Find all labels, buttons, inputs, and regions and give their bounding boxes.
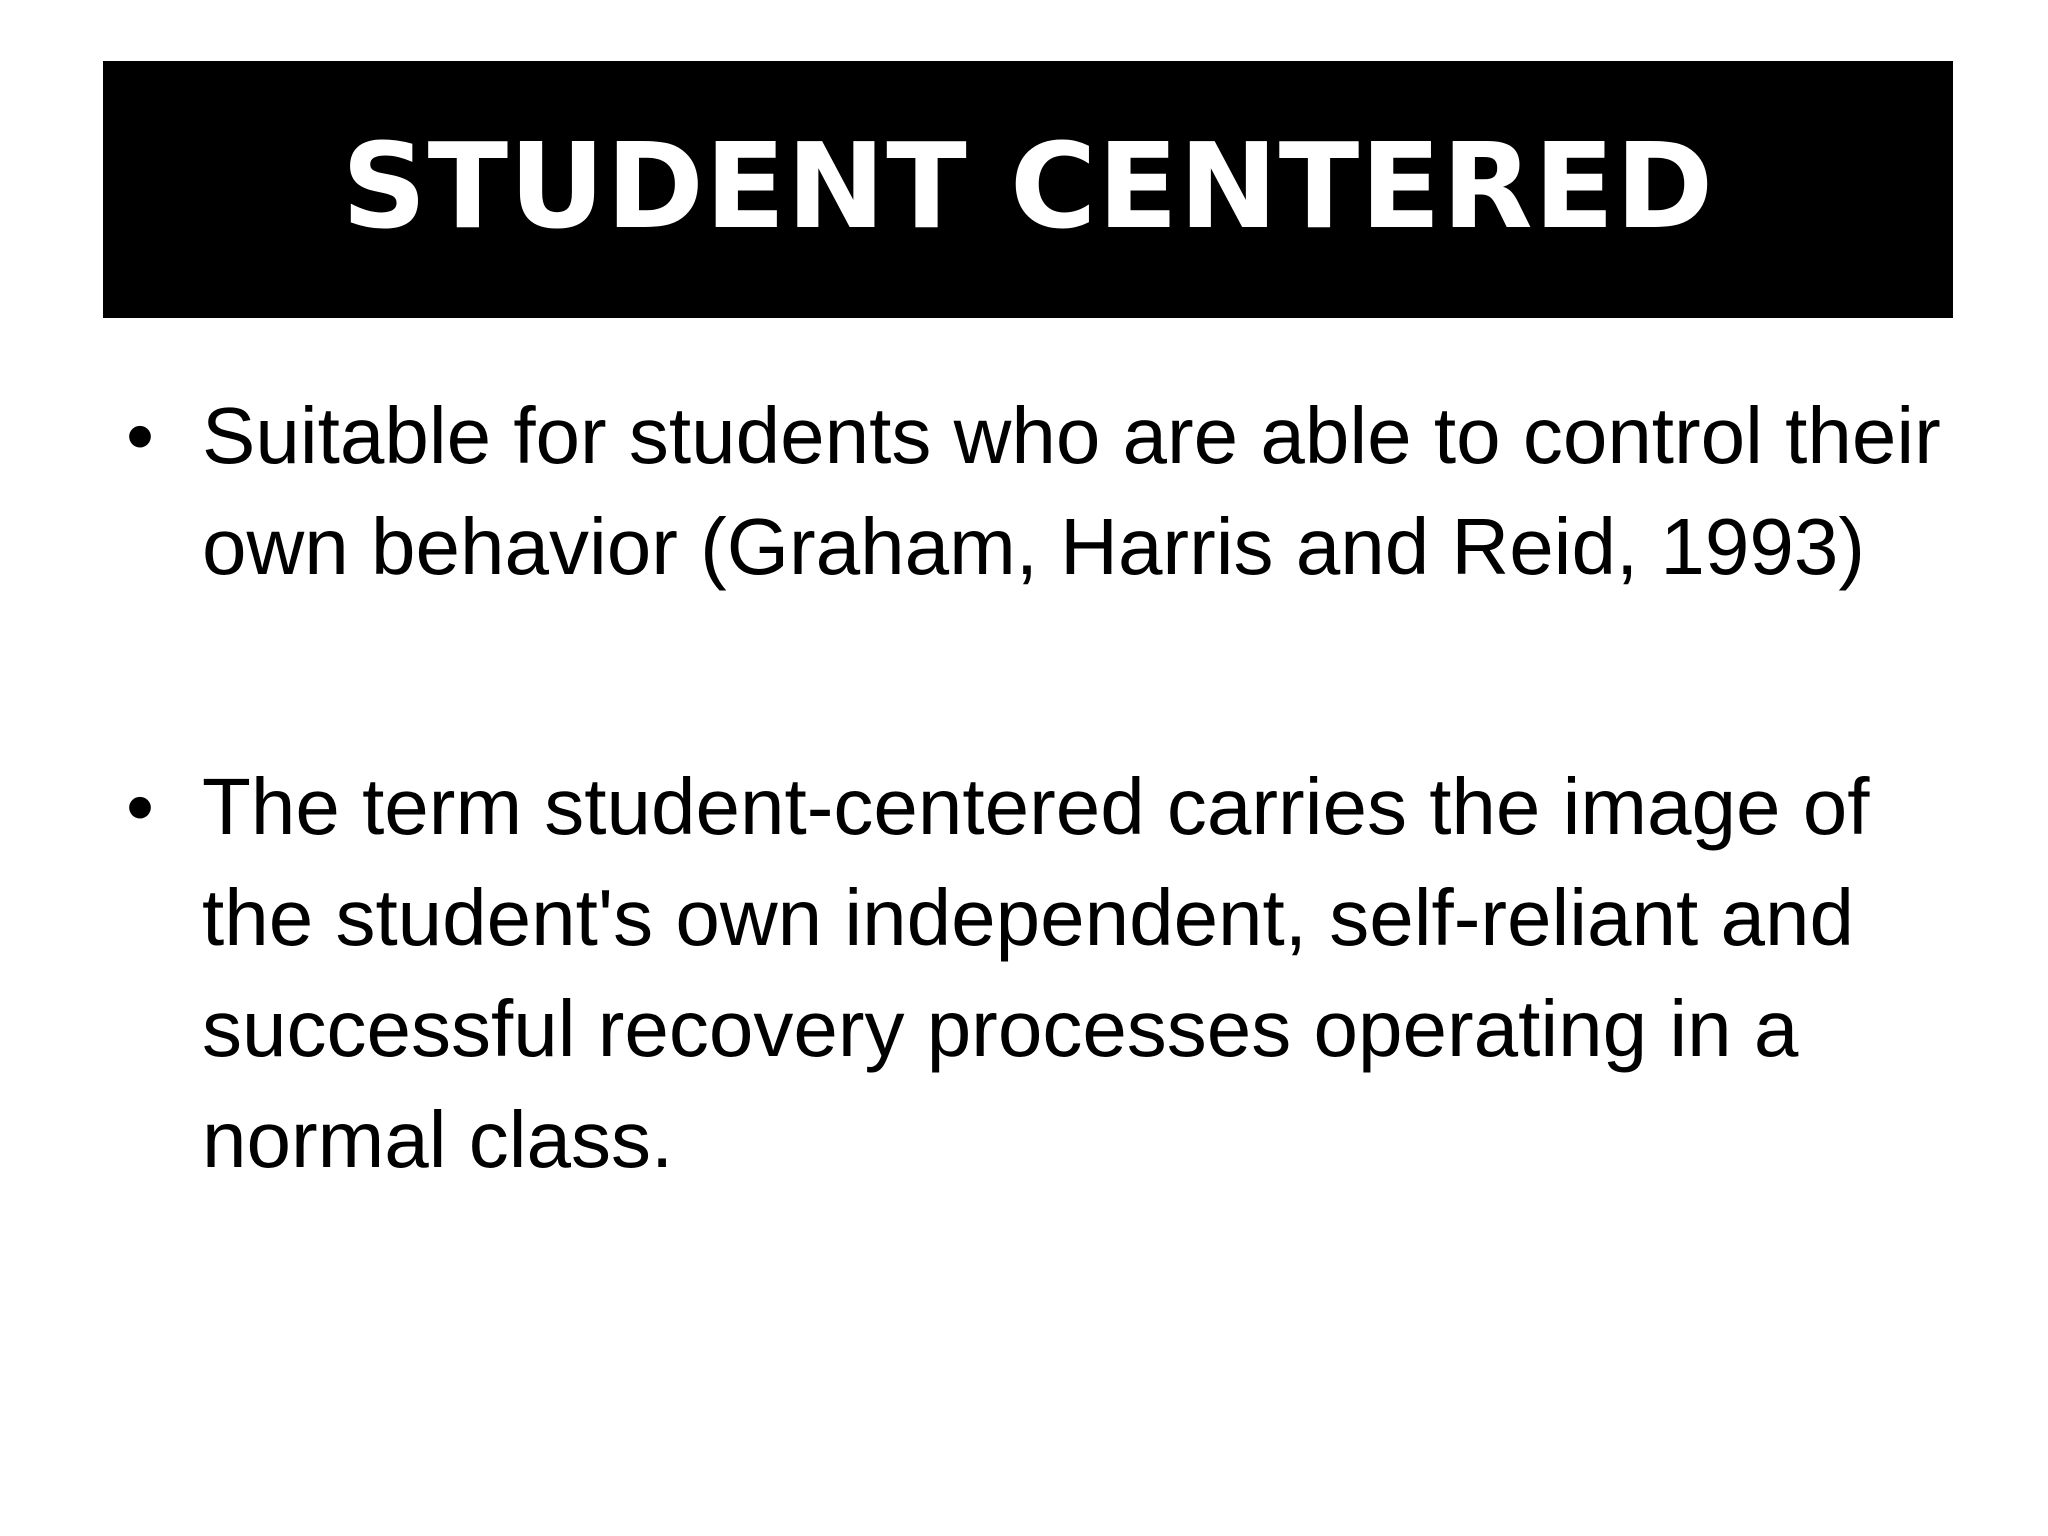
slide-title: STUDENT CENTERED xyxy=(341,116,1715,255)
bullet-marker: • xyxy=(126,391,155,480)
bullet-text: The term student-centered carries the image of the student's own independent, self-reliant and successful recovery processes operating in a normal class. xyxy=(202,762,1870,1184)
bullet-item xyxy=(120,380,1950,602)
bullet-marker: • xyxy=(126,762,155,851)
bullet-item xyxy=(120,751,1950,1195)
title-bar xyxy=(103,61,1953,318)
bullet-list xyxy=(120,380,1950,1195)
bullet-text: Suitable for students who are able to control their own behavior (Graham, Harris and Reid, 1993) xyxy=(202,391,1941,591)
